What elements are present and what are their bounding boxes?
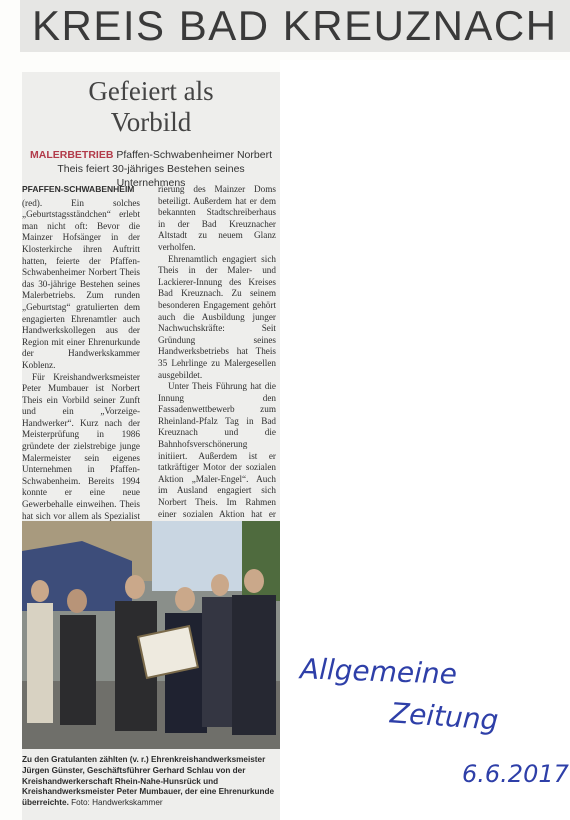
paragraph: Ehrenamtlich engagiert sich Theis in der Maler- und Lackierer-Innung des Kreises Bad Kreuznach. Zu seinem besonderen Engagement gehört auch die Ausbildung junger Nachwuchskräfte: Seit Gründung seines Handwerksbetriebs hat Theis 35 Lehrlinge zu Malergesellen ausgebildet.: [158, 253, 276, 380]
photo-caption: [22, 755, 280, 809]
article-kicker: MALERBETRIEB: [30, 149, 114, 161]
caption-text: Zu den Gratulanten zählten (v. r.) Ehrenkreishandwerksmeister Jürgen Günster, Geschäftsführer Gerhard Schlau von der Kreishandwerkerschaft Rhein-Nahe-Hunsrück und Kreishandwerksmeister Peter Mumbauer, der eine Ehrenurkunde überreichte.: [22, 755, 275, 808]
deck-line-1: Pfaffen-Schwabenheimer Norbert: [116, 149, 272, 161]
handwritten-note-line-1: Allgemeine: [299, 652, 458, 691]
dateline: PFAFFEN-SCHWABENHEIM: [22, 184, 135, 194]
deck-line-2: Theis feiert 30-jähriges Bestehen seines Unternehmens: [57, 163, 245, 189]
handwritten-date: 6.6.2017: [462, 760, 569, 788]
article-column-2: [158, 184, 276, 555]
paragraph: rierung des Mainzer Doms beteiligt. Außerdem hat er dem bekannten Stadtschreiberhaus in der Bad Kreuznacher Altstadt zu neuem Glanz verholfen.: [158, 184, 276, 252]
group-photo-illustration: [22, 521, 280, 749]
paragraph: (red). Ein solches „Geburtstagsständchen“ erlebt man nicht oft: Bevor die Mainzer Hofsänger in der Klosterkirche ihren Auftritt hatten, feierte der Pfaffen-Schwabenheimer Norbert Theis das 30-jährige Bestehen seines Malerbetriebs. Zum runden „Geburtstag“ gratulierten dem engagierten Ehrenamtler auch Handwerkskollegen aus der Region mit einer Ehrenurkunde der Handwerkskammer Koblenz.: [22, 197, 140, 370]
section-title: KREIS BAD KREUZNACH: [32, 2, 558, 49]
article-column-1: [22, 184, 140, 569]
photo-credit: Foto: Handwerkskammer: [71, 798, 163, 808]
article-headline: [22, 76, 280, 138]
handwritten-note-line-2: Zeitung: [388, 696, 500, 737]
paragraph: Für Kreishandwerksmeister Peter Mumbauer ist Norbert Theis ein Vorbild seiner Zunft und ein „Vorzeige-Handwerker“. Kurz nach der Meisterprüfung in 1986 gründete der zielstrebige junge Malermeister sein eigenes Unternehmen in Pfaffen-Schwabenheim. Bereits 1994 konnte er eine neue Gewerbehalle einweihen. Theis hat sich vor allem als Spezialist: [22, 371, 140, 521]
article-photo: [22, 521, 280, 749]
headline-line-2: Vorbild: [110, 107, 192, 137]
paragraph: Unter Theis Führung hat die Innung den Fassadenwettbewerb zum Rheinland-Pfalz Tag in Bad Kreuznach und die Bahnhofsverschönerung initiiert. Außerdem ist er tatkräftiger Motor der sozialen Aktion „Maler-Engel“. Auch im Ausland engagiert sich Norbert Theis. Im Rahmen einer sozialen Aktion hat er: [158, 381, 276, 519]
headline-line-1: Gefeiert als: [88, 76, 214, 106]
section-banner: [20, 0, 570, 52]
